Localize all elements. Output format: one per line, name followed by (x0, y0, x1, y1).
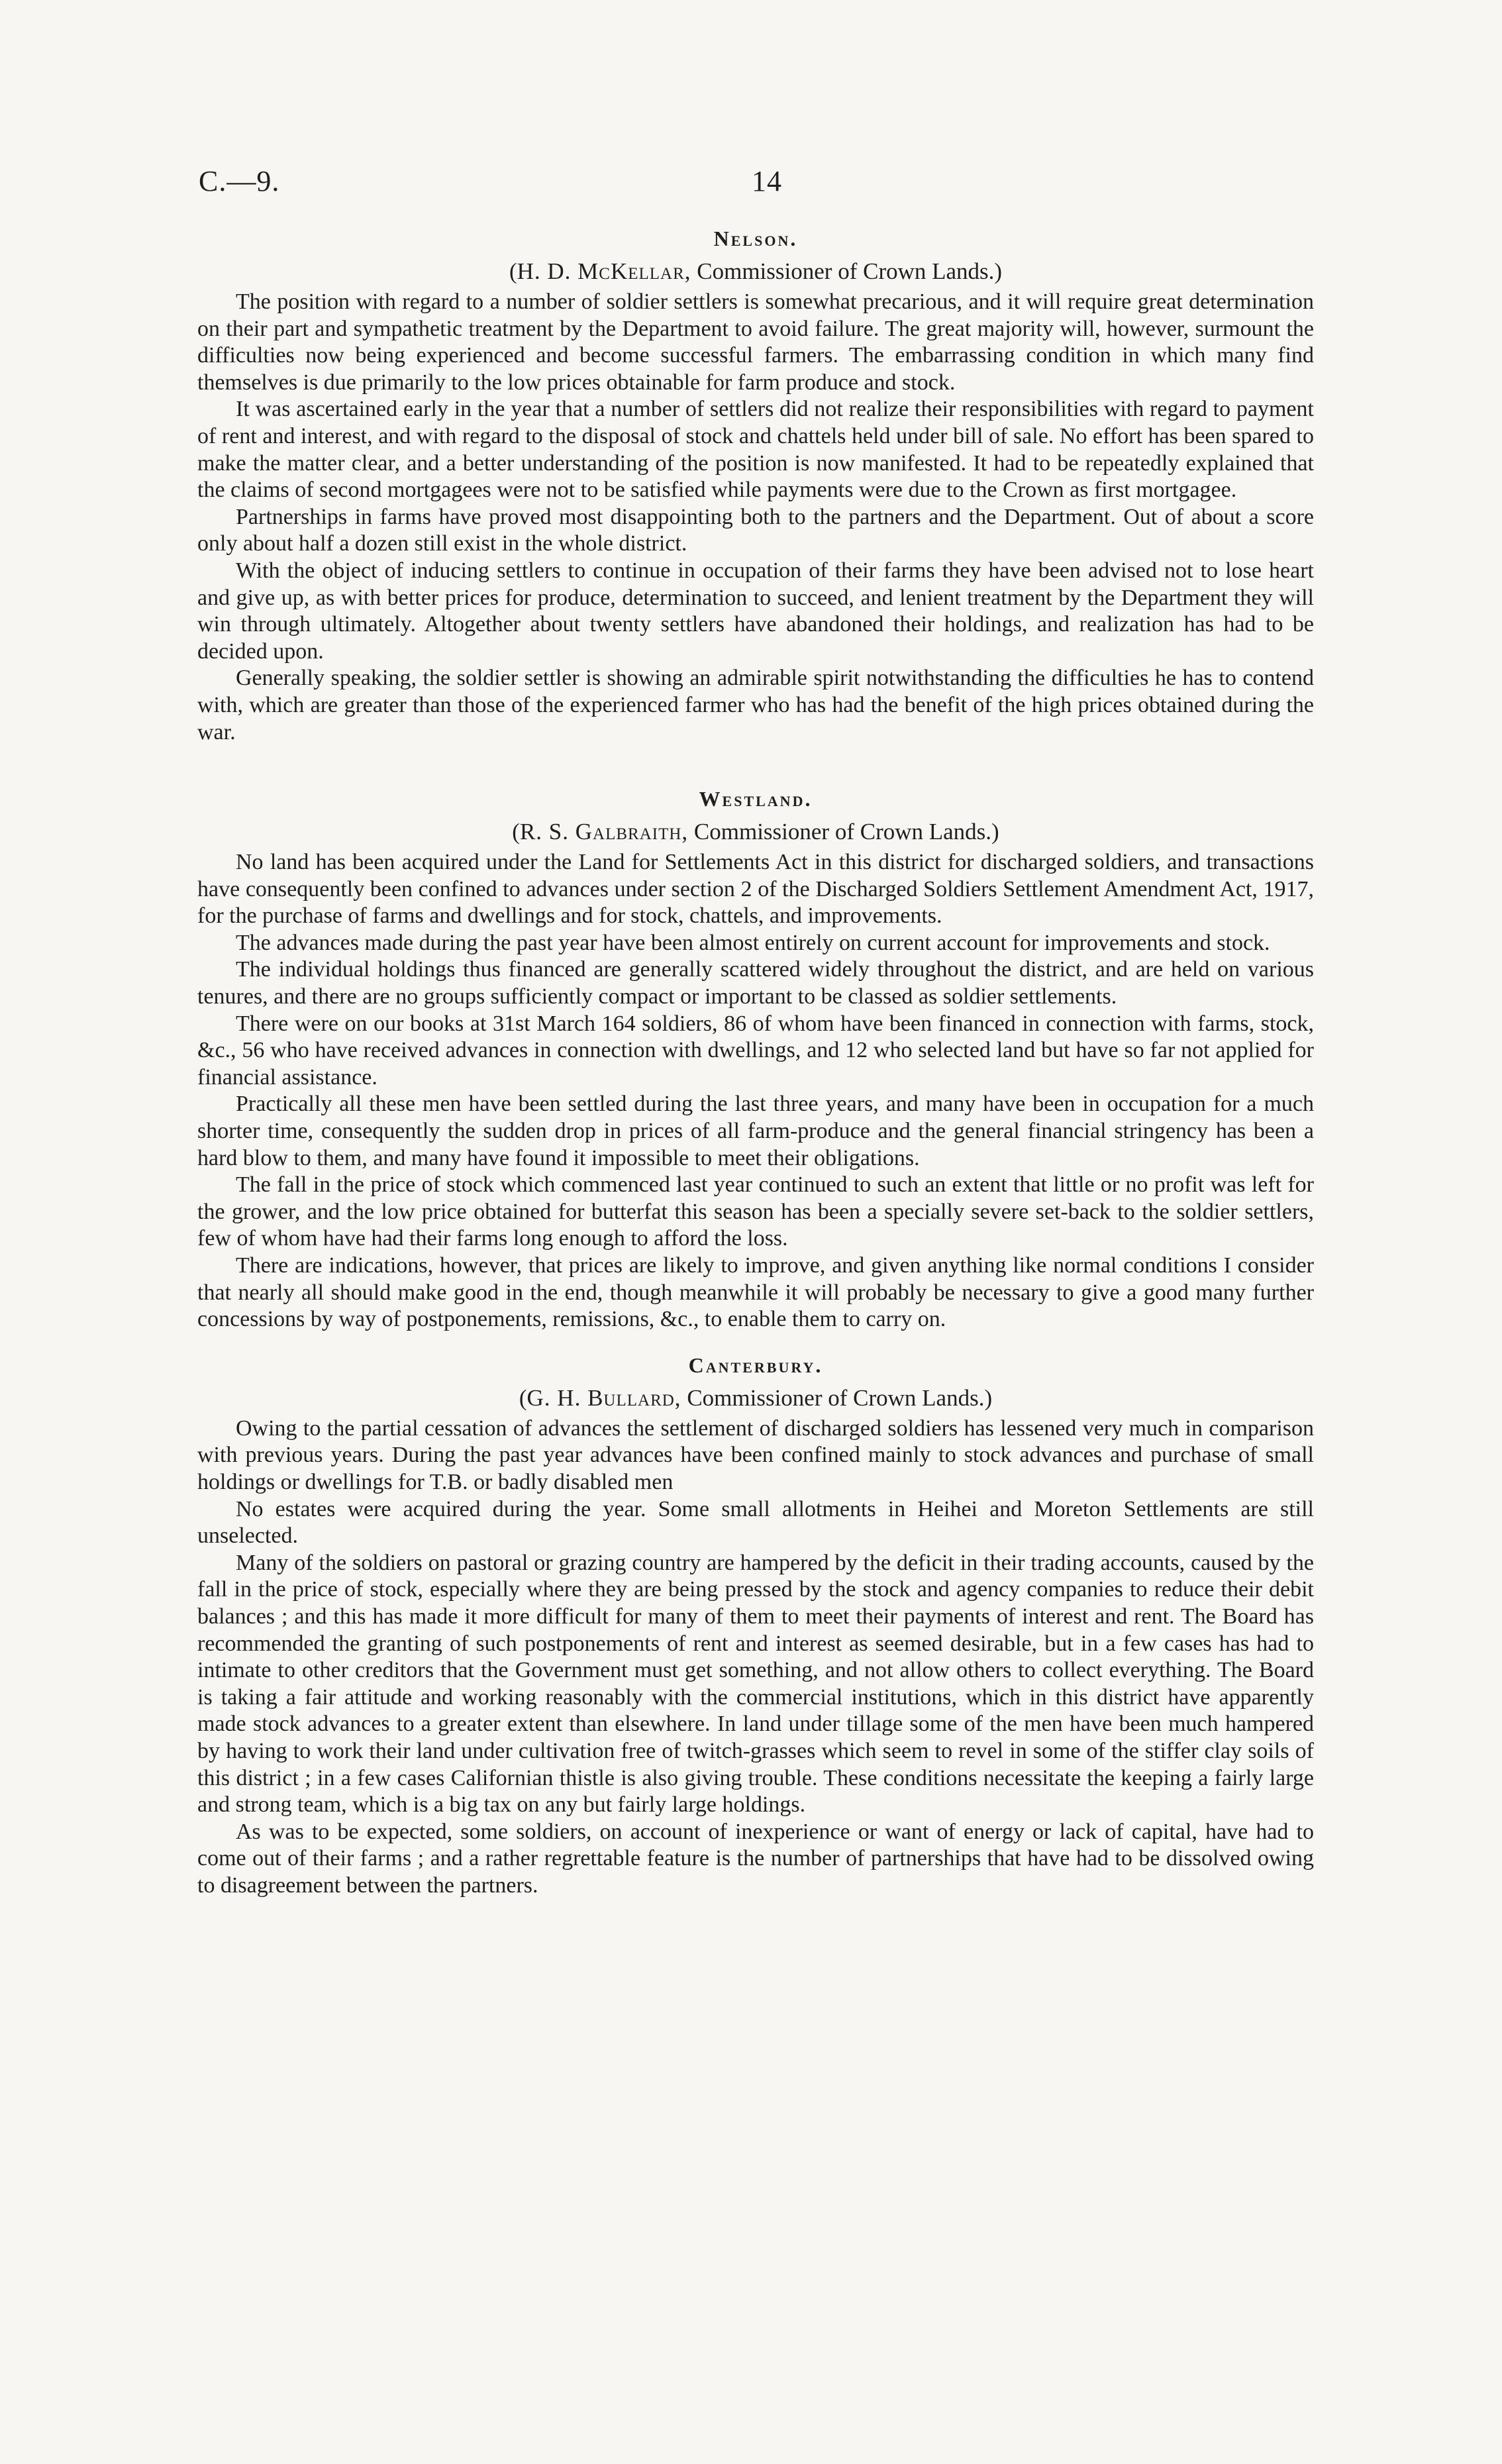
byline-open: ( (519, 1384, 527, 1411)
paragraph: Owing to the partial cessation of advances the settlement of discharged soldiers has lessened very much in comparison with previous years. During the past year advances have been confined mainly to stock advances and purchase of small holdings or dwellings for T.B. or badly disabled men (197, 1415, 1314, 1494)
section-canterbury (197, 1351, 1314, 1900)
paragraph: No estates were acquired during the year. Some small allotments in Heihei and Moreton Settlements are still unselected. (197, 1496, 1314, 1549)
byline-open: ( (509, 258, 517, 284)
commissioner-role: Commissioner of Crown Lands.) (681, 1384, 993, 1411)
commissioner-name: R. S. Galbraith, (519, 819, 689, 845)
section-title: Nelson. (713, 227, 798, 250)
paragraph: As was to be expected, some soldiers, on account of inexperience or want of energy or lack of capital, have had to come out of their farms ; and a rather regrettable feature is the number of partnerships that have had to be dissolved owing to disagreement between the partners. (197, 1819, 1314, 1898)
section-title: Canterbury. (688, 1353, 823, 1377)
page-number: 14 (752, 165, 782, 197)
paragraph: Many of the soldiers on pastoral or grazing country are hampered by the deficit in their trading accounts, caused by the fall in the price of stock, especially where they are being pressed by the stock and agency companies to reduce their debit balances ; and this has made it more difficult for many of them to meet their payments of interest and rent. The Board has recommended the granting of such postponements of rent and interest as seemed desirable, but in a few cases has had to intimate to other creditors that the Government must get something, and not allow others to collect everything. The Board is taking a fair attitude and working reasonably with the commercial institutions, which in this district have apparently made stock advances to a greater extent than elsewhere. In land under tillage some of the men have been much hampered by having to work their land under cultivation free of twitch-grasses which seem to revel in some of the stiffer clay soils of this district ; in a few cases Californian thistle is also giving trouble. These conditions necessitate the keeping a fairly large and strong team, which is a big tax on any but fairly large holdings. (197, 1550, 1314, 1818)
section-byline (197, 1384, 1314, 1413)
paragraph: Practically all these men have been settled during the last three years, and many have been in occupation for a much shorter time, consequently the sudden drop in prices of all farm-produce and the general financial stringency has been a hard blow to them, and many have found it impossible to meet their obligations. (197, 1092, 1314, 1170)
paragraph: There were on our books at 31st March 164 soldiers, 86 of whom have been financed in connection with farms, stock, &c., 56 who have received advances in connection with dwellings, and 12 who selected land but have so far not applied for financial assistance. (197, 1011, 1314, 1090)
paragraph: The position with regard to a number of soldier settlers is somewhat precarious, and it will require great determination on their part and sympathetic treatment by the Department to avoid failure. The great majority will, however, surmount the difficulties now being experienced and become successful farmers. The embarrassing condition in which many find themselves is due primarily to the low prices obtainable for farm produce and stock. (197, 289, 1314, 395)
paragraph: The advances made during the past year have been almost entirely on current account for improvements and stock. (236, 930, 1270, 955)
paragraph: There are indications, however, that prices are likely to improve, and given anything like normal conditions I consider that nearly all should make good in the end, though meanwhile it will probably be necessary to give a good many further concessions by way of postponements, remissions, &c., to enable them to carry on. (197, 1253, 1314, 1332)
paragraph: The fall in the price of stock which commenced last year continued to such an extent that little or no profit was left for the grower, and the low price obtained for butterfat this season has been a specially severe set-back to the soldier settlers, few of whom have had their farms long enough to afford the loss. (197, 1172, 1314, 1251)
paragraph: With the object of inducing settlers to continue in occupation of their farms they have been advised not to lose heart and give up, as with better prices for produce, determination to succeed, and lenient treatment by the Department they will win through ultimately. Altogether about twenty settlers have abandoned their holdings, and realization has had to be decided upon. (197, 558, 1314, 664)
report-reference: C.—9. (199, 165, 280, 197)
section-nelson (197, 224, 1314, 746)
paragraph: Partnerships in farms have proved most disappointing both to the partners and the Department. Out of about a score only about half a dozen still exist in the whole district. (197, 504, 1314, 556)
section-byline (197, 257, 1314, 286)
commissioner-name: H. D. McKellar, (517, 258, 691, 284)
commissioner-name: G. H. Bullard, (526, 1384, 681, 1411)
paragraph: It was ascertained early in the year that a number of settlers did not realize their responsibilities with regard to payment of rent and interest, and with regard to the disposal of stock and chattels held under bill of sale. No effort has been spared to make the matter clear, and a better understanding of the position is now manifested. It had to be repeatedly explained that the claims of second mortgagees were not to be satisfied while payments were due to the Crown as first mortgagee. (197, 397, 1314, 503)
paragraph: Generally speaking, the soldier settler is showing an admirable spirit notwithstanding the difficulties he has to contend with, which are greater than those of the experienced farmer who has had the benefit of the high prices obtained during the war. (197, 666, 1314, 744)
section-title: Westland. (699, 787, 813, 811)
commissioner-role: Commissioner of Crown Lands.) (688, 819, 999, 845)
paragraph: No land has been acquired under the Land for Settlements Act in this district for discharged soldiers, and transactions have consequently been confined to advances under section 2 of the Discharged Soldiers Settlement Amendment Act, 1917, for the purchase of farms and dwellings and for stock, chattels, and improvements. (197, 850, 1314, 929)
document-body (197, 224, 1314, 1899)
paragraph: The individual holdings thus financed are generally scattered widely throughout the district, and are held on various tenures, and there are no groups sufficiently compact or important to be classed as soldier settlements. (197, 957, 1314, 1009)
byline-open: ( (512, 819, 520, 845)
section-byline (197, 817, 1314, 847)
commissioner-role: Commissioner of Crown Lands.) (691, 258, 1003, 284)
section-westland (197, 784, 1314, 1333)
